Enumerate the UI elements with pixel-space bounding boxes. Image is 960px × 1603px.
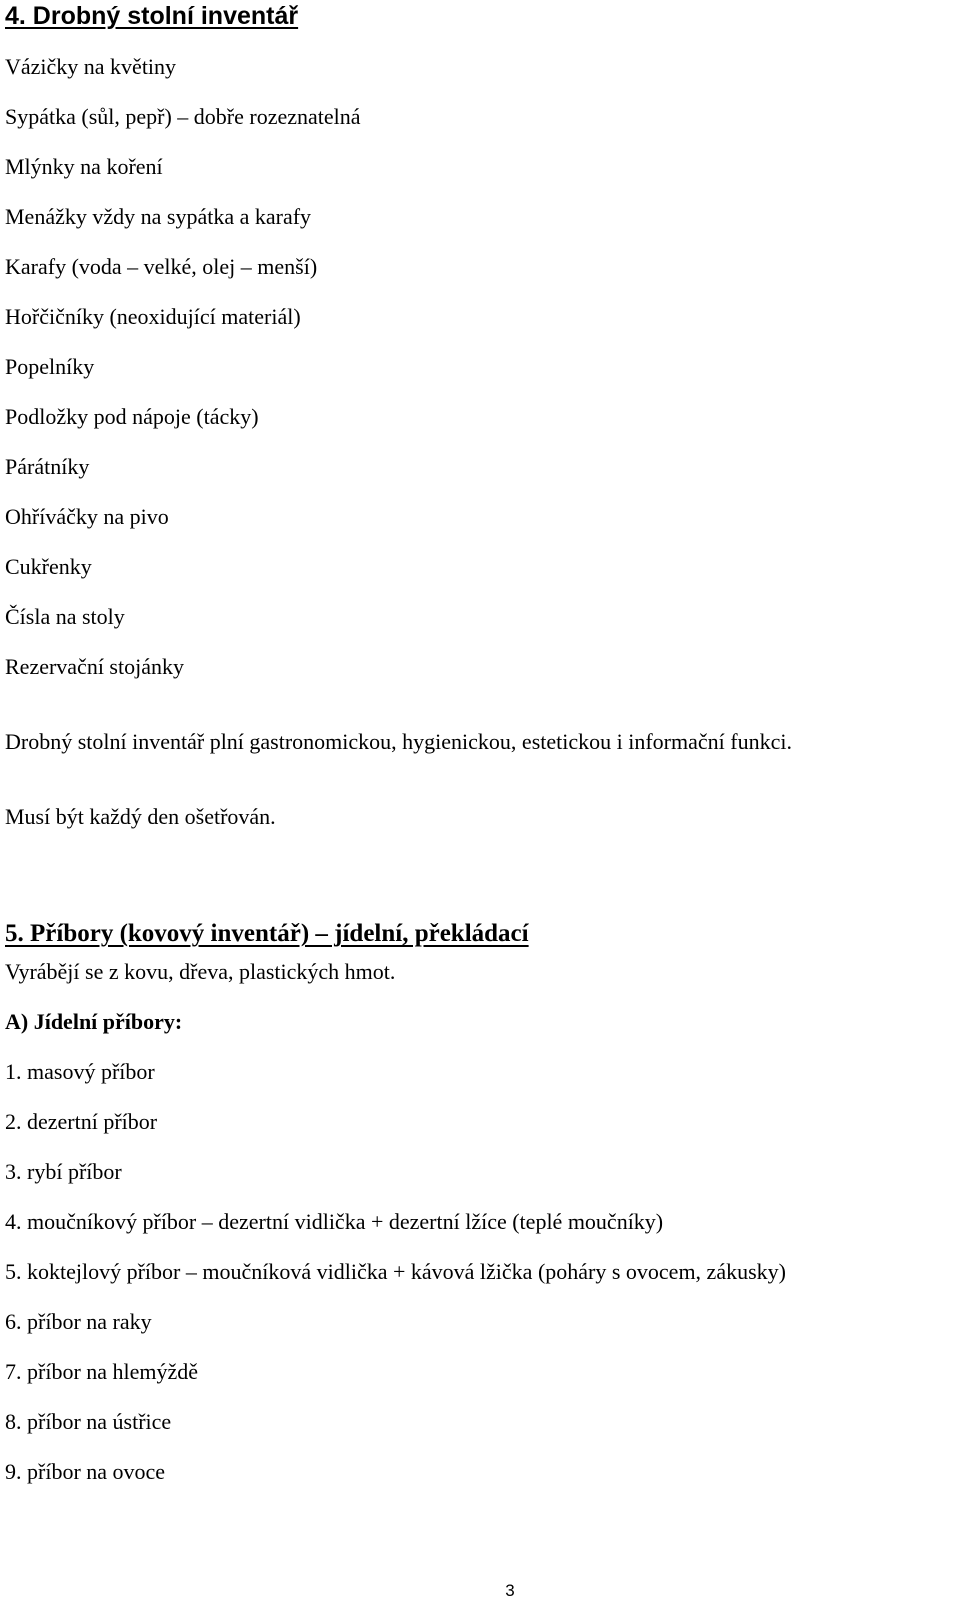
list-item: 3. rybí příbor	[5, 1159, 122, 1184]
list-item: Podložky pod nápoje (tácky)	[5, 404, 259, 429]
section-4-heading: 4. Drobný stolní inventář	[5, 2, 299, 30]
list-item: 2. dezertní příbor	[5, 1109, 158, 1134]
section-5-subheading: A) Jídelní příbory:	[5, 1009, 183, 1034]
list-item: Párátníky	[5, 454, 90, 479]
list-item: 5. koktejlový příbor – moučníková vidlička + kávová lžička (poháry s ovocem, zákusky)	[5, 1259, 786, 1284]
list-item: 4. moučníkový příbor – dezertní vidlička + dezertní lžíce (teplé moučníky)	[5, 1209, 664, 1234]
section-5-intro: Vyrábějí se z kovu, dřeva, plastických hmot.	[5, 959, 396, 984]
list-item: 6. příbor na raky	[5, 1309, 152, 1334]
list-item: Karafy (voda – velké, olej – menší)	[5, 254, 318, 279]
list-item: 8. příbor na ústřice	[5, 1409, 172, 1434]
document-page	[5, 0, 955, 1603]
section-4-paragraph-line-1: Drobný stolní inventář plní gastronomickou, hygienickou, estetickou i informační funkci.	[5, 729, 792, 754]
list-item: Menážky vždy na sypátka a karafy	[5, 204, 312, 229]
list-item: Hořčičníky (neoxidující materiál)	[5, 304, 301, 329]
list-item: Rezervační stojánky	[5, 654, 184, 679]
section-4-paragraph-line-2: Musí být každý den ošetřován.	[5, 804, 276, 829]
list-item: 7. příbor na hlemýždě	[5, 1359, 199, 1384]
list-item: Cukřenky	[5, 554, 92, 579]
section-5-heading: 5. Příbory (kovový inventář) – jídelní, překládací	[5, 920, 529, 947]
list-item: Sypátka (sůl, pepř) – dobře rozeznatelná	[5, 104, 361, 129]
list-item: Popelníky	[5, 354, 95, 379]
list-item: Čísla na stoly	[5, 604, 125, 629]
list-item: Ohříváčky na pivo	[5, 504, 169, 529]
page-number: 3	[505, 1581, 515, 1600]
list-item: Mlýnky na koření	[5, 154, 163, 179]
list-item: 9. příbor na ovoce	[5, 1459, 166, 1484]
list-item: Vázičky na květiny	[5, 54, 177, 79]
list-item: 1. masový příbor	[5, 1059, 155, 1084]
